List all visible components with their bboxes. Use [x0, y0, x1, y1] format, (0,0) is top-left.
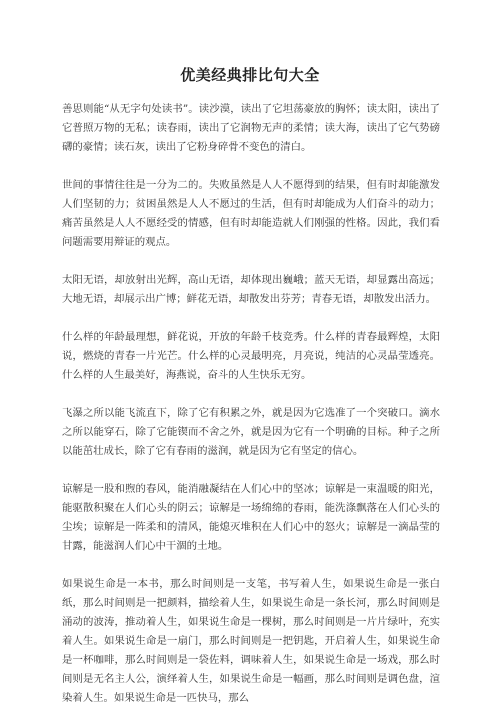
paragraph: 善思则能“从无字句处读书”。读沙漠，读出了它坦荡豪放的胸怀；读太阳，读出了它普照万物的无私；读春雨，读出了它润物无声的柔情；读大海，读出了它气势磅礴的豪情；读石灰，读出了它粉身碎骨不变色的清白。: [62, 103, 440, 153]
paragraph: 谅解是一股和煦的春风，能消融凝结在人们心中的坚冰；谅解是一束温暖的阳光，能驱散积聚在人们心头的阴云；谅解是一场绵绵的春雨，能洗涤飘落在人们心头的尘埃；谅解是一阵柔和的清风，能熄灭堆积在人们心中的怒火；谅解是一滴晶莹的甘露，能滋润人们心中干涸的土地。: [62, 483, 440, 552]
paragraph: 如果说生命是一本书，那么时间则是一支笔，书写着人生，如果说生命是一张白纸，那么时间则是一把颜料，描绘着人生，如果说生命是一条长河，那么时间则是涌动的波涛，推动着人生，如果说生命是一棵树，那么时间则是一片片绿叶，充实着人生。如果说生命是一扇门，那么时间则是一把钥匙，开启着人生，如果说生命是一杯咖啡，那么时间则是一袋佐料，调味着人生，如果说生命是一场戏，那么时间则是无名主人公，演绎着人生，如果说生命是一幅画，那么时间则是调色盘，渲染着人生。如果说生命是一匹快马，那么: [62, 578, 440, 704]
paragraph: 太阳无语，却放射出光辉，高山无语，却体现出巍峨；蓝天无语，却显露出高远；大地无语，却展示出广博；鲜花无语，却散发出芬芳；青春无语，却散发出活力。: [62, 274, 440, 305]
paragraph: 什么样的年龄最理想，鲜花说，开放的年龄千枝竞秀。什么样的青春最辉煌，太阳说，燃烧的青春一片光芒。什么样的心灵最明亮，月亮说，纯洁的心灵晶莹透亮。什么样的人生最美好，海燕说，奋斗的人生快乐无穷。: [62, 331, 440, 381]
paragraph: 世间的事情往往是一分为二的。失败虽然是人人不愿得到的结果，但有时却能激发人们坚韧的力；贫困虽然是人人不愿过的生活，但有时却能成为人们奋斗的动力；痛苦虽然是人人不愿经受的情感，但有时却能造就人们刚强的性格。因此，我们看问题需要用辩证的观点。: [62, 179, 440, 248]
page-title: 优美经典排比句大全: [180, 66, 320, 84]
document-body: [62, 100, 440, 708]
paragraph: 飞瀑之所以能飞流直下，除了它有积累之外，就是因为它选准了一个突破口。滴水之所以能穿石，除了它能锲而不舍之外，就是因为它有一个明确的目标。种子之所以能茁壮成长，除了它有春雨的滋润，就是因为它有坚定的信心。: [62, 407, 440, 457]
